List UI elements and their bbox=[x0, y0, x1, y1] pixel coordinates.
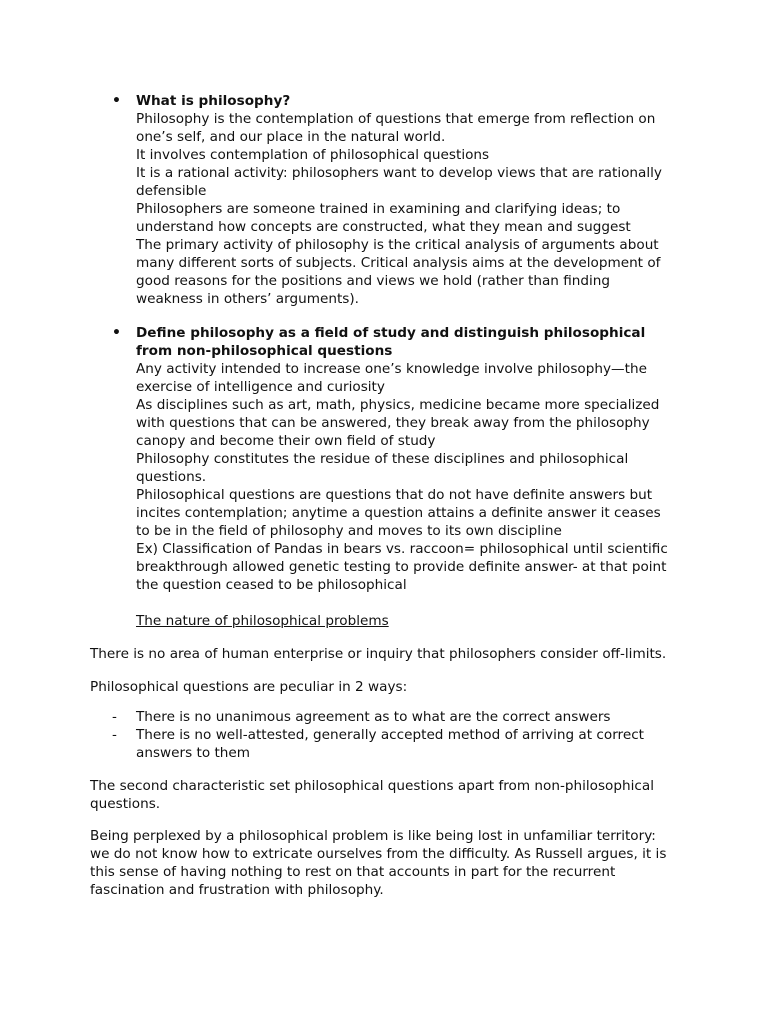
body-line: canopy and become their own field of study bbox=[136, 433, 436, 449]
body-line: defensible bbox=[136, 183, 207, 199]
body-line: Philosophical questions are questions that do not have definite answers but bbox=[136, 487, 653, 503]
bullet-body bbox=[136, 324, 696, 594]
body-line: the question ceased to be philosophical bbox=[136, 577, 407, 593]
dash-marker: - bbox=[112, 709, 117, 725]
body-line: incites contemplation; anytime a question attains a definite answer it ceases bbox=[136, 505, 661, 521]
paragraph-line: this sense of having nothing to rest on that accounts in part for the recurrent bbox=[90, 864, 616, 880]
paragraph-line: Being perplexed by a philosophical problem is like being lost in unfamiliar territory: bbox=[90, 828, 656, 844]
body-line: questions. bbox=[136, 469, 207, 485]
body-line: understand how concepts are constructed, what they mean and suggest bbox=[136, 219, 631, 235]
body-line: good reasons for the positions and views we hold (rather than finding bbox=[136, 273, 611, 289]
section-title: What is philosophy? bbox=[136, 93, 291, 109]
paragraph bbox=[90, 645, 690, 663]
body-line: Philosophers are someone trained in examining and clarifying ideas; to bbox=[136, 201, 621, 217]
paragraph bbox=[90, 678, 690, 696]
list-item-line: There is no well-attested, generally accepted method of arriving at correct bbox=[136, 727, 645, 743]
dash-list bbox=[112, 708, 672, 762]
body-line: many different sorts of subjects. Critical analysis aims at the development of bbox=[136, 255, 661, 271]
paragraph-line: we do not know how to extricate ourselves from the difficulty. As Russell argues, it is bbox=[90, 846, 667, 862]
body-line: to be in the field of philosophy and moves to its own discipline bbox=[136, 523, 562, 539]
body-line: Philosophy constitutes the residue of these disciplines and philosophical bbox=[136, 451, 629, 467]
body-line: breakthrough allowed genetic testing to provide definite answer- at that point bbox=[136, 559, 667, 575]
body-line: Ex) Classification of Pandas in bears vs. raccoon= philosophical until scientific bbox=[136, 541, 668, 557]
bullet-icon: • bbox=[112, 93, 121, 109]
paragraph-line: There is no area of human enterprise or inquiry that philosophers consider off-limits. bbox=[90, 646, 667, 662]
body-line: It involves contemplation of philosophical questions bbox=[136, 147, 490, 163]
paragraph-line: Philosophical questions are peculiar in 2 ways: bbox=[90, 679, 408, 695]
body-line: weakness in others’ arguments). bbox=[136, 291, 359, 307]
paragraph-line: questions. bbox=[90, 796, 161, 812]
paragraph bbox=[90, 777, 690, 813]
body-line: It is a rational activity: philosophers want to develop views that are rationally bbox=[136, 165, 662, 181]
body-line: exercise of intelligence and curiosity bbox=[136, 379, 385, 395]
dash-marker: - bbox=[112, 727, 117, 743]
body-line: with questions that can be answered, they break away from the philosophy bbox=[136, 415, 650, 431]
list-item-line: There is no unanimous agreement as to what are the correct answers bbox=[136, 709, 611, 725]
body-line: one’s self, and our place in the natural world. bbox=[136, 129, 446, 145]
subheading: The nature of philosophical problems bbox=[136, 613, 389, 629]
body-line: Any activity intended to increase one’s knowledge involve philosophy—the bbox=[136, 361, 647, 377]
bullet-body bbox=[136, 92, 696, 308]
body-line: Philosophy is the contemplation of questions that emerge from reflection on bbox=[136, 111, 656, 127]
section-title-line: Define philosophy as a field of study and distinguish philosophical bbox=[136, 325, 646, 341]
bullet-icon: • bbox=[112, 325, 121, 341]
list-item bbox=[112, 726, 672, 762]
paragraph-line: The second characteristic set philosophical questions apart from non-philosophical bbox=[90, 778, 654, 794]
paragraph-line: fascination and frustration with philosophy. bbox=[90, 882, 384, 898]
body-line: The primary activity of philosophy is the critical analysis of arguments about bbox=[136, 237, 659, 253]
paragraph bbox=[90, 827, 690, 899]
section-title-line: from non-philosophical questions bbox=[136, 343, 393, 359]
list-item bbox=[112, 708, 672, 726]
body-line: As disciplines such as art, math, physics, medicine became more specialized bbox=[136, 397, 660, 413]
list-item-line: answers to them bbox=[136, 745, 251, 761]
